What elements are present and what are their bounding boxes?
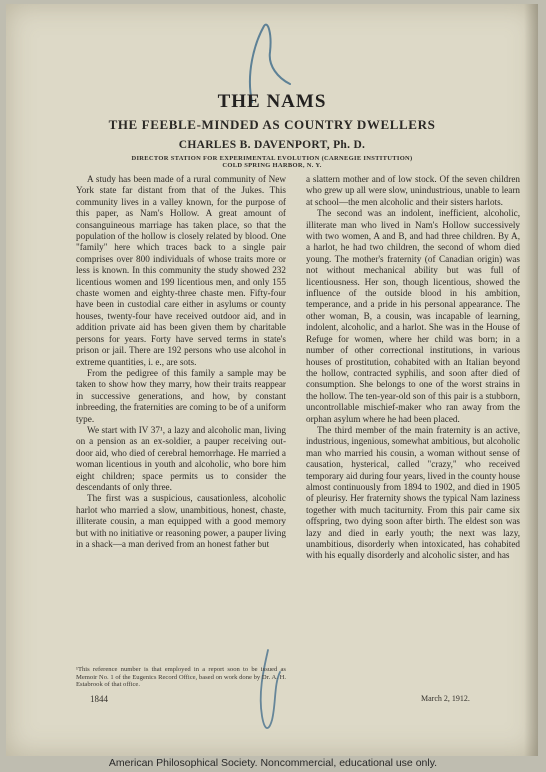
author-name: CHARLES B. DAVENPORT, Ph. D. (178, 139, 366, 151)
issue-date: March 2, 1912. (421, 694, 470, 703)
paragraph: a slattern mother and of low stock. Of the seven children who grew up all were slow, unindustrious, unable to learn at school—the men alcoholic and their sisters harlots. (306, 174, 520, 207)
footnote: ¹This reference number is that employed in a report soon to be issued as Memoir No. 1 of the Eugenics Record Office, based on work done by Dr. A. H. Estabrook of that office. (76, 666, 286, 689)
paragraph: The first was a suspicious, causationless, alcoholic harlot who married a slow, unambitious, honest, chaste, illiterate cousin, a man equipped with a good memory but with no initiative or reasoning power, a pauper living in a shack—a man derived from an honest father but (76, 493, 286, 549)
left-text-column (76, 174, 286, 550)
paragraph: The second was an indolent, inefficient, alcoholic, illiterate man who lived in Nam's Hollow successively with two women, A and B, and had three children. By A, a harlot, he had two children, the second of whom died young. The mother's fraternity (of Canadian origin) was not without mechanical ability but was full of licentiousness. Her son, though licentious, showed the influence of the outside blood in his ambition, temperance, and a pride in his personal appearance. The other woman, B, a cousin, was incapable of learning, indolent, alcoholic, and a harlot. She was in the House of Refuge for women, where her child was born; in a number of other correctional institutions, in various houses of prostitution, cohabited with an Italian beyond the hollow, contracted syphilis, and soon after died of consumption. She belongs to one of the worst strains in the hollow. The ten-year-old son of this pair is a stubborn, uncontrollable mischief-maker who ran away from the orphan asylum where he had been placed. (306, 208, 520, 424)
paragraph: A study has been made of a rural community of New York state far distant from that of the Jukes. This community lives in a valley known, for the purpose of this paper, as Nam's Hollow. A great amount of consanguineous marriage has taken place, so that the population of the hollow is closely related by blood. One "family" here which traces back to a single pair comprises over 800 individuals of whose traits more or less is known. In this community the study showed 232 licentious women and 199 licentious men, and only 155 chaste women and eighty-three chaste men. Fifty-four have been in custodial care either in asylums or county houses, twenty-four have received outdoor aid, and in addition private aid has been given them by charitable persons for years. Forty have served terms in state's prison or jail. There are 192 persons who use alcohol in extreme quantities, i. e., are sots. (76, 174, 286, 367)
paragraph: We start with IV 37¹, a lazy and alcoholic man, living on a pension as an ex-soldier, a pauper receiving out-door aid, who died of cerebral hemorrhage. He married a woman licentious in youth and alcoholic, who bore him eight children; space permits us to consider the descendants of only three. (76, 424, 286, 492)
article-subtitle: THE FEEBLE-MINDED AS COUNTRY DWELLERS (108, 117, 436, 132)
author-affiliation: DIRECTOR STATION FOR EXPERIMENTAL EVOLUTION (CARNEGIE INSTITUTION) (131, 155, 413, 162)
archive-credit-line: American Philosophical Society. Noncommercial, educational use only. (108, 757, 438, 769)
bottom-pencil-mark (261, 650, 280, 728)
page-number: 1844 (90, 694, 108, 704)
paragraph: The third member of the main fraternity is an active, industrious, ingenious, somewhat ambitious, but alcoholic man who married his cousin, a woman without sense of causation, hysterical, called "crazy," who received temporary aid during four years, lived in the county house almost continuously from 1894 to 1902, and died in 1905 of pleurisy. Her fraternity shows the typical Nam laziness together with much taciturnity. From this pair came six offspring, two dying soon after birth. The eldest son was lazy and died in early youth; the next was lazy, unambitious, disorderly when intoxicated, has cohabited with his equally disorderly and alcoholic sister, and has (306, 424, 520, 561)
paragraph: From the pedigree of this family a sample may be taken to show how they marry, how their traits reappear in successive generations, and how, by constant inbreeding, the fraternities are coming to be of a uniform type. (76, 367, 286, 424)
author-location: COLD SPRING HARBOR, N. Y. (222, 162, 322, 169)
document-page (6, 4, 538, 756)
article-title: THE NAMS (217, 91, 327, 112)
right-text-column (306, 174, 520, 562)
